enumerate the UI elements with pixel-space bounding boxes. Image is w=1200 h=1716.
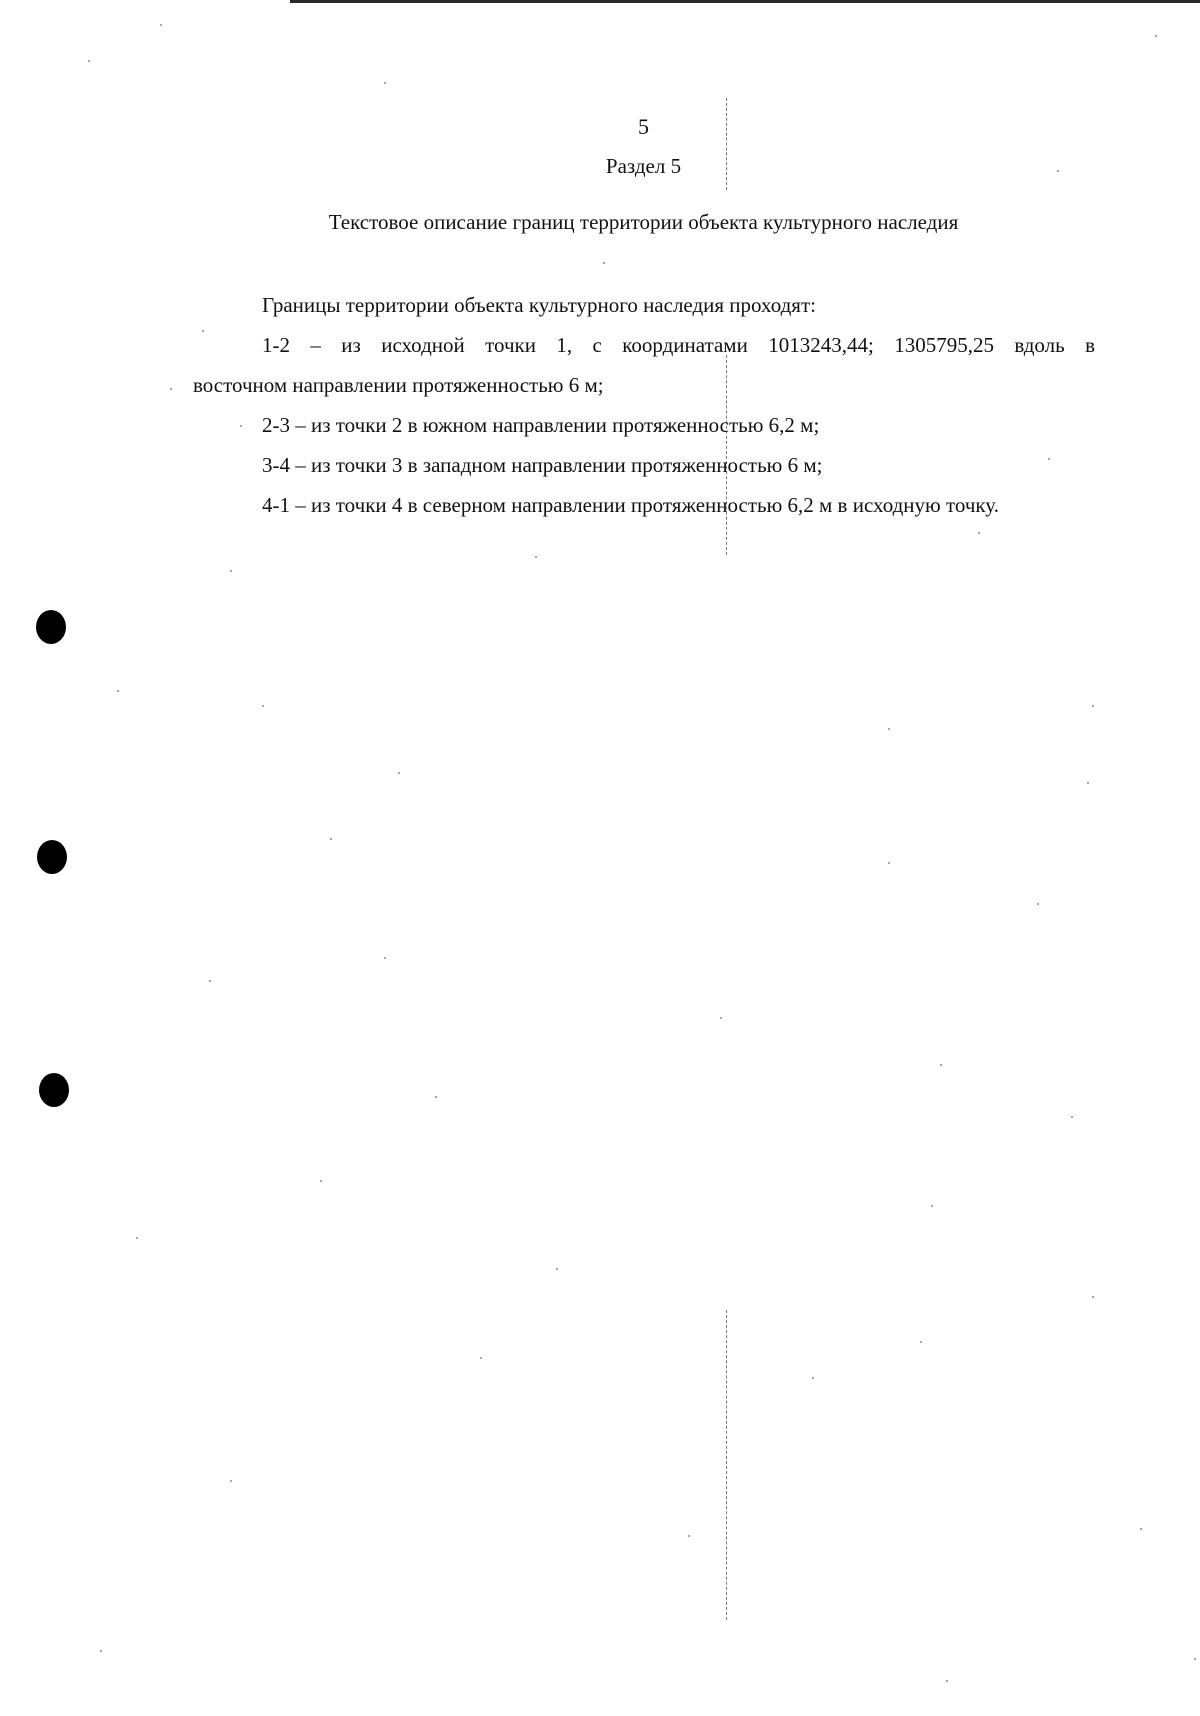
scan-speck (435, 1096, 437, 1098)
scan-speck (330, 838, 332, 840)
scan-speck (1092, 705, 1094, 707)
scan-speck (1057, 170, 1059, 172)
scan-speck (1071, 1116, 1073, 1118)
scan-speck (480, 1357, 482, 1359)
segment-2-3: 2-3 – из точки 2 в южном направлении протяженностью 6,2 м; (262, 413, 820, 437)
section-title: Раздел 5 (605, 154, 682, 178)
scan-speck (209, 980, 211, 982)
scan-speck (1194, 1658, 1196, 1660)
punch-hole (36, 610, 66, 644)
scan-speck (603, 262, 605, 264)
scan-speck (88, 60, 90, 62)
scan-speck (1092, 1296, 1094, 1298)
scan-speck (136, 1237, 138, 1239)
scan-speck (688, 1535, 690, 1537)
segment-1-2-line-1: 1-2 – из исходной точки 1, с координатами 1013243,44; 1305795,25 вдоль в (262, 333, 1095, 357)
scan-speck (1155, 35, 1157, 37)
scan-speck (320, 1180, 322, 1182)
scan-speck (940, 1064, 942, 1066)
scan-speck (230, 570, 232, 572)
scan-speck (230, 1480, 232, 1482)
scan-speck (202, 330, 204, 332)
scan-speck (240, 425, 242, 427)
scan-speck (160, 24, 162, 26)
scan-speck (888, 862, 890, 864)
punch-hole (39, 1073, 69, 1107)
scan-speck (117, 690, 119, 692)
scan-speck (888, 728, 890, 730)
page-number: 5 (638, 114, 649, 139)
scan-speck (100, 1650, 102, 1652)
scan-speck (812, 1377, 814, 1379)
scan-speck (978, 532, 980, 534)
scan-speck (556, 1268, 558, 1270)
fold-line (726, 1310, 727, 1620)
scan-speck (931, 1205, 933, 1207)
scan-speck (1048, 458, 1050, 460)
scan-speck (946, 1680, 948, 1682)
scan-speck (262, 705, 264, 707)
segment-3-4: 3-4 – из точки 3 в западном направлении протяженностью 6 м; (262, 453, 823, 477)
scan-speck (1037, 903, 1039, 905)
scan-speck (398, 772, 400, 774)
scan-speck (920, 1341, 922, 1343)
scan-speck (1087, 782, 1089, 784)
scan-top-edge (290, 0, 1200, 3)
scan-speck (170, 388, 172, 390)
scan-speck (535, 556, 537, 558)
punch-hole (37, 840, 67, 874)
segment-1-2-line-2: восточном направлении протяженностью 6 м; (193, 373, 604, 397)
scan-speck (1140, 1528, 1142, 1530)
document-heading: Текстовое описание границ территории объекта культурного наследия (328, 210, 959, 234)
intro-paragraph: Границы территории объекта культурного наследия проходят: (262, 293, 816, 317)
scan-speck (384, 82, 386, 84)
scan-speck (384, 957, 386, 959)
segment-4-1: 4-1 – из точки 4 в северном направлении протяженностью 6,2 м в исходную точку. (262, 493, 999, 517)
scan-speck (720, 1017, 722, 1019)
